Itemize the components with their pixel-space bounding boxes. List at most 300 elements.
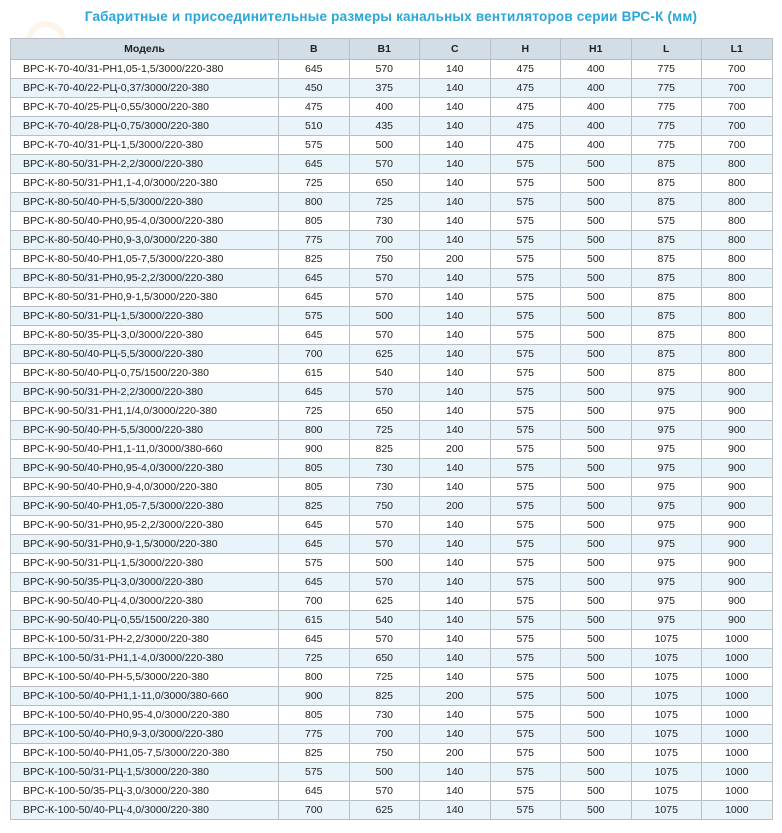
cell-c: 140	[420, 364, 491, 383]
cell-h1: 500	[561, 516, 632, 535]
cell-l: 775	[631, 117, 702, 136]
cell-b1: 825	[349, 687, 420, 706]
cell-b: 725	[279, 174, 350, 193]
cell-h: 575	[490, 478, 561, 497]
cell-model: ВРС-К-90-50/31-РН0,95-2,2/3000/220-380	[11, 516, 279, 535]
cell-h: 575	[490, 193, 561, 212]
cell-l1: 1000	[702, 687, 773, 706]
table-row	[11, 60, 773, 79]
cell-l1: 900	[702, 592, 773, 611]
cell-b1: 700	[349, 725, 420, 744]
cell-b: 510	[279, 117, 350, 136]
cell-h1: 400	[561, 60, 632, 79]
cell-b: 645	[279, 326, 350, 345]
cell-b: 645	[279, 516, 350, 535]
cell-b1: 570	[349, 155, 420, 174]
cell-l1: 900	[702, 554, 773, 573]
table-row	[11, 782, 773, 801]
cell-h1: 400	[561, 98, 632, 117]
cell-h: 575	[490, 592, 561, 611]
cell-h: 575	[490, 155, 561, 174]
cell-l1: 700	[702, 136, 773, 155]
cell-b: 800	[279, 668, 350, 687]
cell-h1: 500	[561, 592, 632, 611]
cell-l: 775	[631, 60, 702, 79]
cell-model: ВРС-К-100-50/40-РЦ-4,0/3000/220-380	[11, 801, 279, 820]
table-row	[11, 535, 773, 554]
cell-l: 875	[631, 231, 702, 250]
cell-h1: 400	[561, 117, 632, 136]
cell-l1: 1000	[702, 763, 773, 782]
cell-l: 1075	[631, 687, 702, 706]
table-row	[11, 155, 773, 174]
cell-l: 575	[631, 212, 702, 231]
cell-l1: 800	[702, 364, 773, 383]
cell-c: 140	[420, 611, 491, 630]
cell-b: 900	[279, 687, 350, 706]
cell-b: 800	[279, 421, 350, 440]
cell-b1: 500	[349, 763, 420, 782]
cell-model: ВРС-К-80-50/35-РЦ-3,0/3000/220-380	[11, 326, 279, 345]
cell-l: 1075	[631, 706, 702, 725]
cell-b1: 570	[349, 782, 420, 801]
cell-l1: 800	[702, 250, 773, 269]
table-row	[11, 117, 773, 136]
cell-h1: 500	[561, 383, 632, 402]
cell-c: 140	[420, 269, 491, 288]
cell-l1: 900	[702, 383, 773, 402]
cell-l1: 1000	[702, 725, 773, 744]
cell-model: ВРС-К-90-50/40-РЦ-4,0/3000/220-380	[11, 592, 279, 611]
cell-b: 575	[279, 763, 350, 782]
cell-h: 475	[490, 60, 561, 79]
cell-b1: 500	[349, 307, 420, 326]
cell-h: 575	[490, 440, 561, 459]
cell-h1: 500	[561, 155, 632, 174]
table-row	[11, 212, 773, 231]
cell-h: 575	[490, 307, 561, 326]
cell-h1: 500	[561, 535, 632, 554]
cell-l1: 900	[702, 611, 773, 630]
cell-l: 975	[631, 592, 702, 611]
cell-h: 575	[490, 231, 561, 250]
cell-c: 140	[420, 79, 491, 98]
cell-c: 140	[420, 193, 491, 212]
cell-l: 975	[631, 554, 702, 573]
cell-l: 975	[631, 516, 702, 535]
cell-l: 775	[631, 136, 702, 155]
cell-b1: 570	[349, 630, 420, 649]
cell-h1: 400	[561, 136, 632, 155]
cell-h1: 500	[561, 269, 632, 288]
cell-b1: 725	[349, 668, 420, 687]
cell-model: ВРС-К-100-50/31-РН1,1-4,0/3000/220-380	[11, 649, 279, 668]
cell-c: 140	[420, 649, 491, 668]
cell-l1: 800	[702, 269, 773, 288]
cell-b: 645	[279, 269, 350, 288]
cell-h: 575	[490, 725, 561, 744]
cell-c: 140	[420, 459, 491, 478]
cell-c: 140	[420, 326, 491, 345]
table-row	[11, 307, 773, 326]
column-header-model: Модель	[11, 39, 279, 60]
table-row	[11, 402, 773, 421]
cell-c: 200	[420, 687, 491, 706]
cell-h1: 500	[561, 174, 632, 193]
cell-l: 875	[631, 307, 702, 326]
cell-b: 725	[279, 402, 350, 421]
cell-b1: 625	[349, 592, 420, 611]
cell-h1: 500	[561, 402, 632, 421]
cell-model: ВРС-К-80-50/31-РН0,9-1,5/3000/220-380	[11, 288, 279, 307]
cell-l1: 1000	[702, 706, 773, 725]
cell-b: 900	[279, 440, 350, 459]
cell-b1: 500	[349, 136, 420, 155]
cell-model: ВРС-К-90-50/40-РЦ-0,55/1500/220-380	[11, 611, 279, 630]
cell-model: ВРС-К-90-50/31-РН1,1/4,0/3000/220-380	[11, 402, 279, 421]
cell-model: ВРС-К-80-50/40-РН0,95-4,0/3000/220-380	[11, 212, 279, 231]
table-row	[11, 364, 773, 383]
cell-b1: 570	[349, 383, 420, 402]
cell-c: 140	[420, 630, 491, 649]
table-body	[11, 60, 773, 820]
cell-b1: 540	[349, 611, 420, 630]
cell-l: 1075	[631, 649, 702, 668]
cell-b1: 750	[349, 250, 420, 269]
table-row	[11, 440, 773, 459]
cell-c: 140	[420, 668, 491, 687]
cell-model: ВРС-К-70-40/25-РЦ-0,55/3000/220-380	[11, 98, 279, 117]
cell-b1: 625	[349, 345, 420, 364]
cell-c: 140	[420, 345, 491, 364]
cell-h1: 500	[561, 573, 632, 592]
cell-l1: 900	[702, 573, 773, 592]
table-row	[11, 459, 773, 478]
cell-l1: 900	[702, 440, 773, 459]
cell-b1: 650	[349, 402, 420, 421]
cell-model: ВРС-К-70-40/31-РН1,05-1,5/3000/220-380	[11, 60, 279, 79]
cell-b: 575	[279, 136, 350, 155]
cell-h: 575	[490, 402, 561, 421]
table-row	[11, 573, 773, 592]
column-header-b1: B1	[349, 39, 420, 60]
cell-l1: 900	[702, 497, 773, 516]
cell-b: 645	[279, 573, 350, 592]
cell-model: ВРС-К-70-40/22-РЦ-0,37/3000/220-380	[11, 79, 279, 98]
cell-h: 575	[490, 497, 561, 516]
cell-model: ВРС-К-100-50/40-РН1,1-11,0/3000/380-660	[11, 687, 279, 706]
cell-b1: 500	[349, 554, 420, 573]
cell-b1: 650	[349, 649, 420, 668]
table-row	[11, 706, 773, 725]
cell-c: 140	[420, 231, 491, 250]
cell-l: 975	[631, 383, 702, 402]
cell-c: 140	[420, 117, 491, 136]
cell-b: 805	[279, 706, 350, 725]
cell-l: 1075	[631, 763, 702, 782]
table-row	[11, 516, 773, 535]
cell-model: ВРС-К-70-40/28-РЦ-0,75/3000/220-380	[11, 117, 279, 136]
cell-l: 975	[631, 478, 702, 497]
cell-h: 575	[490, 554, 561, 573]
cell-model: ВРС-К-90-50/40-РН0,9-4,0/3000/220-380	[11, 478, 279, 497]
cell-b: 645	[279, 155, 350, 174]
cell-l1: 700	[702, 98, 773, 117]
cell-h: 575	[490, 364, 561, 383]
cell-l: 875	[631, 174, 702, 193]
cell-c: 140	[420, 554, 491, 573]
cell-h: 475	[490, 117, 561, 136]
cell-c: 140	[420, 402, 491, 421]
cell-c: 140	[420, 573, 491, 592]
cell-h: 575	[490, 212, 561, 231]
table-row	[11, 421, 773, 440]
cell-h: 575	[490, 269, 561, 288]
cell-l: 775	[631, 98, 702, 117]
cell-model: ВРС-К-90-50/40-РН0,95-4,0/3000/220-380	[11, 459, 279, 478]
cell-b: 805	[279, 212, 350, 231]
cell-l1: 800	[702, 288, 773, 307]
table-row	[11, 668, 773, 687]
cell-model: ВРС-К-100-50/35-РЦ-3,0/3000/220-380	[11, 782, 279, 801]
cell-l1: 800	[702, 345, 773, 364]
cell-b1: 750	[349, 497, 420, 516]
cell-h1: 500	[561, 706, 632, 725]
cell-l1: 700	[702, 60, 773, 79]
cell-l1: 900	[702, 402, 773, 421]
table-row	[11, 763, 773, 782]
cell-b1: 570	[349, 573, 420, 592]
cell-h1: 400	[561, 79, 632, 98]
cell-b1: 725	[349, 421, 420, 440]
cell-h: 575	[490, 288, 561, 307]
table-row	[11, 269, 773, 288]
cell-b: 645	[279, 383, 350, 402]
cell-l: 875	[631, 288, 702, 307]
table-row	[11, 611, 773, 630]
cell-b1: 730	[349, 478, 420, 497]
cell-l1: 1000	[702, 782, 773, 801]
cell-h: 575	[490, 611, 561, 630]
cell-c: 200	[420, 250, 491, 269]
cell-b1: 730	[349, 459, 420, 478]
table-row	[11, 288, 773, 307]
cell-b: 645	[279, 782, 350, 801]
table-row	[11, 801, 773, 820]
cell-c: 140	[420, 288, 491, 307]
cell-l: 975	[631, 440, 702, 459]
column-header-l1: L1	[702, 39, 773, 60]
cell-model: ВРС-К-90-50/31-РН-2,2/3000/220-380	[11, 383, 279, 402]
cell-l: 1075	[631, 668, 702, 687]
cell-b: 615	[279, 364, 350, 383]
cell-h: 575	[490, 174, 561, 193]
cell-b1: 730	[349, 706, 420, 725]
cell-h: 575	[490, 345, 561, 364]
cell-model: ВРС-К-80-50/31-РН-2,2/3000/220-380	[11, 155, 279, 174]
cell-l1: 700	[702, 117, 773, 136]
cell-h: 575	[490, 573, 561, 592]
cell-model: ВРС-К-90-50/40-РН1,05-7,5/3000/220-380	[11, 497, 279, 516]
table-row	[11, 231, 773, 250]
cell-l1: 700	[702, 79, 773, 98]
cell-model: ВРС-К-80-50/40-РЦ-5,5/3000/220-380	[11, 345, 279, 364]
cell-h1: 500	[561, 440, 632, 459]
cell-c: 200	[420, 744, 491, 763]
cell-h: 575	[490, 649, 561, 668]
cell-model: ВРС-К-100-50/31-РЦ-1,5/3000/220-380	[11, 763, 279, 782]
cell-c: 140	[420, 60, 491, 79]
cell-b1: 700	[349, 231, 420, 250]
cell-l1: 800	[702, 212, 773, 231]
cell-b1: 400	[349, 98, 420, 117]
cell-h1: 500	[561, 649, 632, 668]
cell-c: 140	[420, 421, 491, 440]
cell-c: 140	[420, 383, 491, 402]
cell-h: 575	[490, 326, 561, 345]
cell-model: ВРС-К-80-50/31-РЦ-1,5/3000/220-380	[11, 307, 279, 326]
cell-c: 140	[420, 516, 491, 535]
cell-l: 875	[631, 345, 702, 364]
cell-h1: 500	[561, 231, 632, 250]
cell-l: 1075	[631, 725, 702, 744]
cell-h: 575	[490, 516, 561, 535]
cell-b: 825	[279, 744, 350, 763]
cell-l1: 1000	[702, 744, 773, 763]
cell-c: 140	[420, 307, 491, 326]
cell-b: 450	[279, 79, 350, 98]
cell-l: 1075	[631, 744, 702, 763]
cell-h: 575	[490, 706, 561, 725]
cell-h: 575	[490, 668, 561, 687]
cell-h: 575	[490, 630, 561, 649]
table-row	[11, 174, 773, 193]
column-header-b: B	[279, 39, 350, 60]
cell-model: ВРС-К-80-50/40-РЦ-0,75/1500/220-380	[11, 364, 279, 383]
cell-b1: 570	[349, 288, 420, 307]
column-header-h: H	[490, 39, 561, 60]
cell-model: ВРС-К-90-50/40-РН1,1-11,0/3000/380-660	[11, 440, 279, 459]
cell-l1: 900	[702, 459, 773, 478]
table-row	[11, 136, 773, 155]
cell-c: 140	[420, 592, 491, 611]
cell-l1: 1000	[702, 801, 773, 820]
cell-b1: 435	[349, 117, 420, 136]
cell-l1: 1000	[702, 630, 773, 649]
cell-l1: 900	[702, 535, 773, 554]
cell-b: 475	[279, 98, 350, 117]
cell-h: 575	[490, 763, 561, 782]
table-row	[11, 744, 773, 763]
cell-l1: 800	[702, 231, 773, 250]
table-row	[11, 478, 773, 497]
cell-b1: 540	[349, 364, 420, 383]
cell-l: 1075	[631, 630, 702, 649]
table-row	[11, 383, 773, 402]
cell-model: ВРС-К-100-50/40-РН1,05-7,5/3000/220-380	[11, 744, 279, 763]
cell-h: 475	[490, 79, 561, 98]
cell-h1: 500	[561, 744, 632, 763]
cell-h1: 500	[561, 687, 632, 706]
cell-b1: 570	[349, 269, 420, 288]
cell-b: 645	[279, 60, 350, 79]
cell-b: 645	[279, 630, 350, 649]
cell-h: 575	[490, 744, 561, 763]
table-row	[11, 592, 773, 611]
cell-l: 875	[631, 193, 702, 212]
cell-h: 575	[490, 383, 561, 402]
cell-b: 575	[279, 307, 350, 326]
cell-b1: 725	[349, 193, 420, 212]
cell-l: 975	[631, 459, 702, 478]
cell-l1: 900	[702, 421, 773, 440]
cell-c: 140	[420, 478, 491, 497]
cell-model: ВРС-К-90-50/35-РЦ-3,0/3000/220-380	[11, 573, 279, 592]
table-row	[11, 250, 773, 269]
cell-model: ВРС-К-100-50/31-РН-2,2/3000/220-380	[11, 630, 279, 649]
cell-l: 875	[631, 269, 702, 288]
column-header-c: C	[420, 39, 491, 60]
table-row	[11, 326, 773, 345]
cell-h1: 500	[561, 782, 632, 801]
table-row	[11, 649, 773, 668]
cell-h1: 500	[561, 212, 632, 231]
cell-h: 575	[490, 687, 561, 706]
cell-b: 575	[279, 554, 350, 573]
table-header-row	[11, 39, 773, 60]
cell-model: ВРС-К-90-50/31-РН0,9-1,5/3000/220-380	[11, 535, 279, 554]
cell-h: 575	[490, 459, 561, 478]
column-header-h1: H1	[561, 39, 632, 60]
cell-b: 825	[279, 250, 350, 269]
cell-model: ВРС-К-70-40/31-РЦ-1,5/3000/220-380	[11, 136, 279, 155]
cell-h1: 500	[561, 364, 632, 383]
column-header-l: L	[631, 39, 702, 60]
cell-b1: 570	[349, 516, 420, 535]
cell-l1: 800	[702, 155, 773, 174]
cell-b1: 825	[349, 440, 420, 459]
cell-h1: 500	[561, 763, 632, 782]
cell-b: 725	[279, 649, 350, 668]
cell-h: 575	[490, 250, 561, 269]
cell-h: 575	[490, 801, 561, 820]
cell-h1: 500	[561, 250, 632, 269]
cell-model: ВРС-К-100-50/40-РН0,9-3,0/3000/220-380	[11, 725, 279, 744]
dimensions-table	[10, 38, 773, 820]
cell-model: ВРС-К-90-50/31-РЦ-1,5/3000/220-380	[11, 554, 279, 573]
cell-l: 875	[631, 364, 702, 383]
cell-c: 140	[420, 763, 491, 782]
cell-h1: 500	[561, 326, 632, 345]
cell-h1: 500	[561, 554, 632, 573]
cell-b: 775	[279, 231, 350, 250]
cell-model: ВРС-К-100-50/40-РН0,95-4,0/3000/220-380	[11, 706, 279, 725]
cell-c: 140	[420, 706, 491, 725]
cell-h: 575	[490, 535, 561, 554]
cell-h1: 500	[561, 345, 632, 364]
table-row	[11, 98, 773, 117]
cell-l: 1075	[631, 801, 702, 820]
cell-l: 975	[631, 611, 702, 630]
cell-c: 200	[420, 440, 491, 459]
cell-b: 700	[279, 592, 350, 611]
cell-h1: 500	[561, 421, 632, 440]
cell-b1: 625	[349, 801, 420, 820]
cell-b: 645	[279, 288, 350, 307]
cell-h1: 500	[561, 497, 632, 516]
cell-c: 140	[420, 725, 491, 744]
cell-b1: 570	[349, 60, 420, 79]
